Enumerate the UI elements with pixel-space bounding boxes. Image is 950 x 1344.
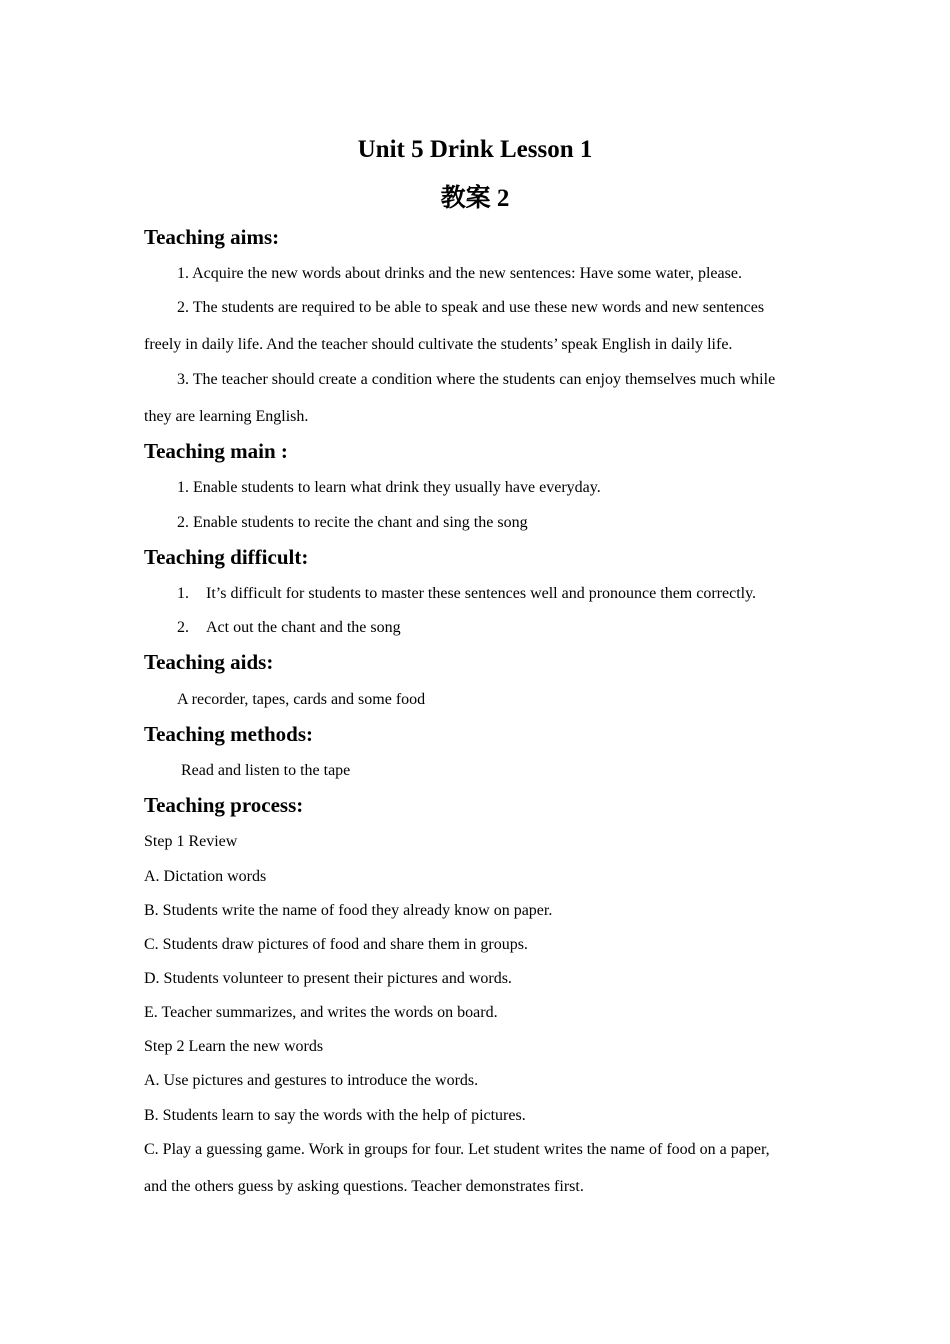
- teaching-aims-item-2-line-2: freely in daily life. And the teacher should cultivate the students’ speak English in daily life.: [144, 336, 733, 353]
- teaching-aims-item-1: 1. Acquire the new words about drinks and the new sentences: Have some water, please.: [177, 265, 742, 282]
- step-2-item-c-line-1: C. Play a guessing game. Work in groups for four. Let student writes the name of food on a paper,: [144, 1141, 770, 1158]
- teaching-aims-heading: Teaching aims:: [144, 225, 280, 249]
- teaching-difficult-item-1: [177, 584, 756, 604]
- teaching-methods-text: Read and listen to the tape: [181, 762, 351, 779]
- teaching-aims-item-3-line-1: 3. The teacher should create a condition where the students can enjoy themselves much while: [177, 371, 776, 388]
- teaching-methods-heading: Teaching methods:: [144, 722, 313, 746]
- document-subtitle: 教案 2: [440, 185, 510, 212]
- step-1-item-b: B. Students write the name of food they already know on paper.: [144, 902, 553, 919]
- teaching-aims-item-2-line-1: 2. The students are required to be able to speak and use these new words and new sentences: [177, 299, 765, 316]
- teaching-main-item-2: 2. Enable students to recite the chant and sing the song: [177, 514, 528, 531]
- document-title: Unit 5 Drink Lesson 1: [357, 136, 593, 163]
- step-2-title: Step 2 Learn the new words: [144, 1038, 324, 1055]
- step-1-item-e: E. Teacher summarizes, and writes the words on board.: [144, 1004, 498, 1021]
- list-text: It’s difficult for students to master these sentences well and pronounce them correctly.: [206, 585, 757, 602]
- teaching-main-item-1: 1. Enable students to learn what drink they usually have everyday.: [177, 479, 601, 496]
- step-2-item-b: B. Students learn to say the words with the help of pictures.: [144, 1107, 526, 1124]
- step-2-item-a: A. Use pictures and gestures to introduce the words.: [144, 1072, 479, 1089]
- teaching-process-heading: Teaching process:: [144, 793, 304, 817]
- step-1-item-c: C. Students draw pictures of food and share them in groups.: [144, 936, 528, 953]
- step-1-title: Step 1 Review: [144, 833, 238, 850]
- step-1-item-a: A. Dictation words: [144, 868, 267, 885]
- step-1-item-d: D. Students volunteer to present their pictures and words.: [144, 970, 512, 987]
- teaching-aids-heading: Teaching aids:: [144, 650, 274, 674]
- teaching-difficult-item-2: [177, 618, 401, 638]
- teaching-aids-text: A recorder, tapes, cards and some food: [177, 691, 426, 708]
- list-text: Act out the chant and the song: [206, 619, 401, 636]
- list-number: 2.: [177, 619, 189, 636]
- list-number: 1.: [177, 585, 189, 602]
- teaching-aims-item-3-line-2: they are learning English.: [144, 408, 309, 425]
- teaching-difficult-heading: Teaching difficult:: [144, 545, 309, 569]
- step-2-item-c-line-2: and the others guess by asking questions. Teacher demonstrates first.: [144, 1178, 584, 1195]
- teaching-main-heading: Teaching main :: [144, 439, 288, 463]
